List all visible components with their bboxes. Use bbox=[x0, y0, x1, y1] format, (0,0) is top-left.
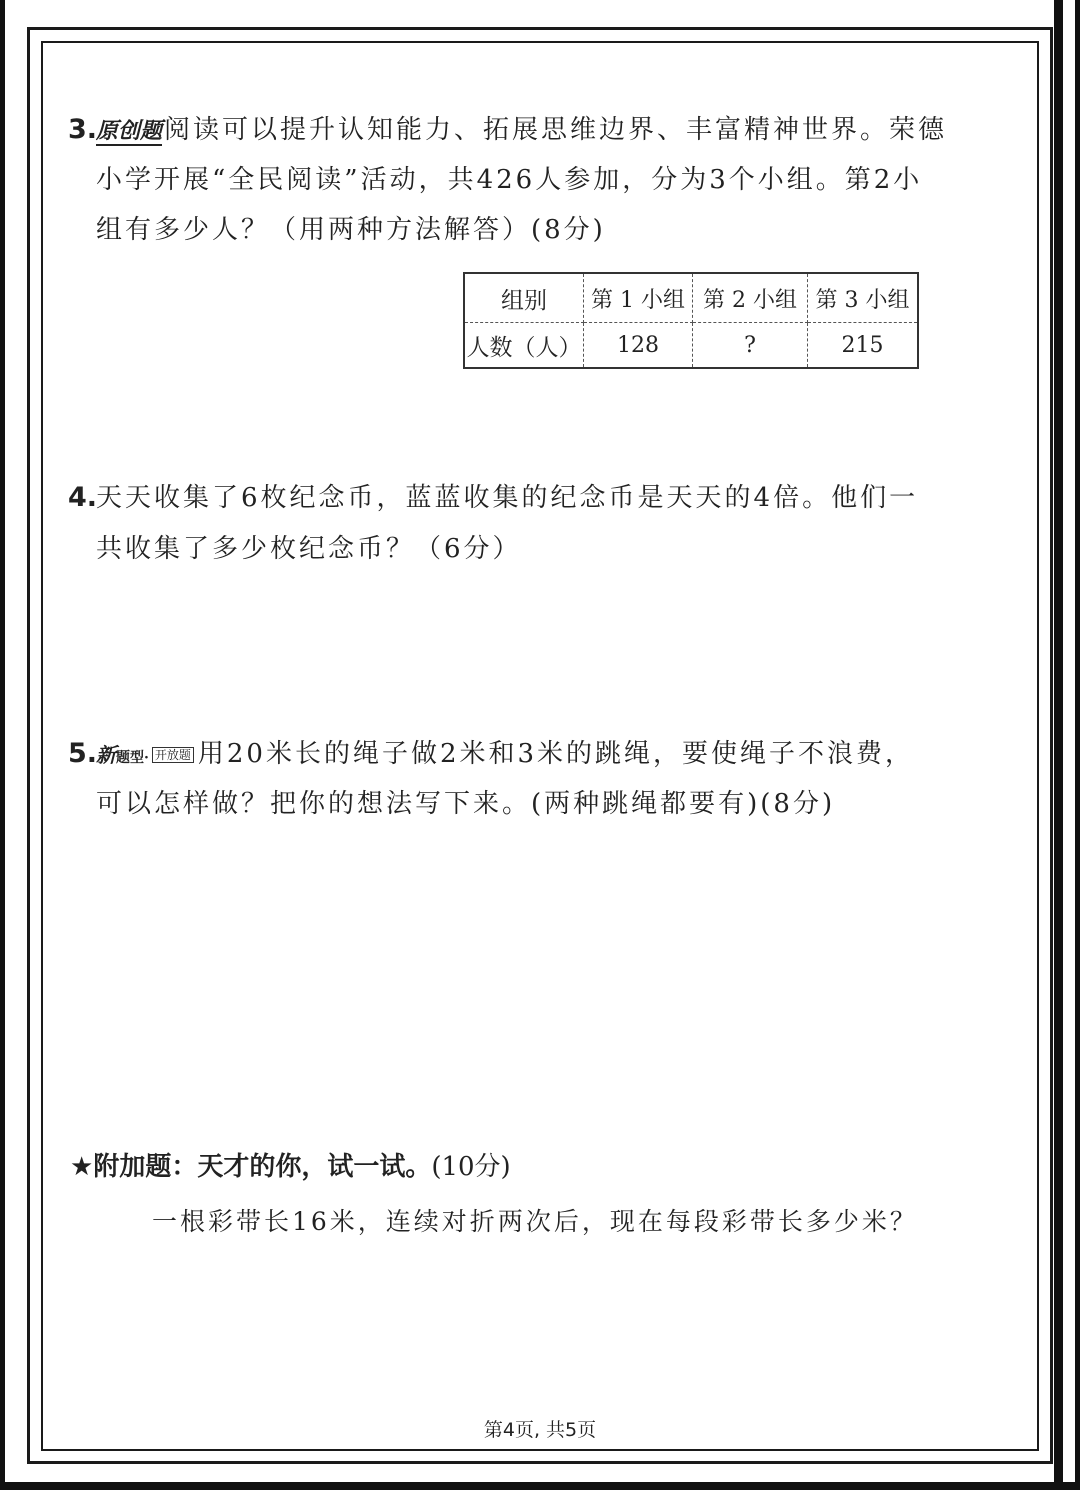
table-header-cell: 第 2 小组 bbox=[693, 273, 808, 323]
table-header-cell: 第 3 小组 bbox=[808, 273, 919, 323]
table-header-cell: 第 1 小组 bbox=[584, 273, 693, 323]
question-5-line-1 bbox=[96, 737, 914, 775]
open-question-tag: 开放题 bbox=[152, 747, 194, 763]
new-type-tag: 新 bbox=[96, 743, 116, 767]
scan-edge-gap bbox=[1063, 0, 1075, 1490]
table-header-row bbox=[464, 273, 918, 323]
new-type-tag-sub: 题型 bbox=[116, 750, 144, 766]
question-3-line-1 bbox=[96, 113, 947, 149]
question-3-number: 3. bbox=[68, 114, 98, 145]
table-cell: 128 bbox=[584, 323, 693, 369]
group-table bbox=[463, 272, 919, 369]
table-cell: 215 bbox=[841, 332, 884, 358]
question-5-text-1: 用20米长的绳子做2米和3米的跳绳，要使绳子不浪费， bbox=[197, 739, 915, 769]
table-cell: 人数（人） bbox=[464, 323, 584, 369]
bonus-question-text: 一根彩带长16米，连续对折两次后，现在每段彩带长多少米？ bbox=[152, 1207, 918, 1236]
question-4-line-1: 天天收集了6枚纪念币，蓝蓝收集的纪念币是天天的4倍。他们一 bbox=[96, 483, 919, 513]
scan-edge-left bbox=[0, 0, 5, 1490]
page-number-footer: 第4页, 共5页 bbox=[483, 1419, 597, 1441]
question-5-line-2: 可以怎样做？把你的想法写下来。(两种跳绳都要有)(8分) bbox=[96, 789, 836, 819]
question-4-number: 4. bbox=[68, 482, 98, 513]
bonus-points: (10分) bbox=[431, 1152, 511, 1182]
table-cell: ? bbox=[693, 323, 808, 369]
question-3-line-2: 小学开展“全民阅读”活动，共426人参加，分为3个小组。第2小 bbox=[96, 165, 923, 195]
bonus-title-text: 附加题：天才的你，试一试。 bbox=[93, 1152, 432, 1182]
tag-separator: · bbox=[144, 750, 152, 766]
bonus-title bbox=[70, 1150, 511, 1184]
table-header-cell: 组别 bbox=[464, 273, 584, 323]
table-row bbox=[464, 323, 918, 369]
original-question-tag: 原创题 bbox=[96, 119, 163, 144]
question-4-line-2: 共收集了多少枚纪念币？（6分） bbox=[96, 534, 522, 564]
question-5-number: 5. bbox=[68, 738, 98, 769]
star-icon: ★ bbox=[70, 1152, 94, 1182]
question-3-line-3: 组有多少人？（用两种方法解答）(8分) bbox=[96, 215, 606, 245]
scan-edge-bottom bbox=[0, 1482, 1080, 1490]
question-3-text-1: 阅读可以提升认知能力、拓展思维边界、丰富精神世界。荣德 bbox=[164, 115, 948, 145]
